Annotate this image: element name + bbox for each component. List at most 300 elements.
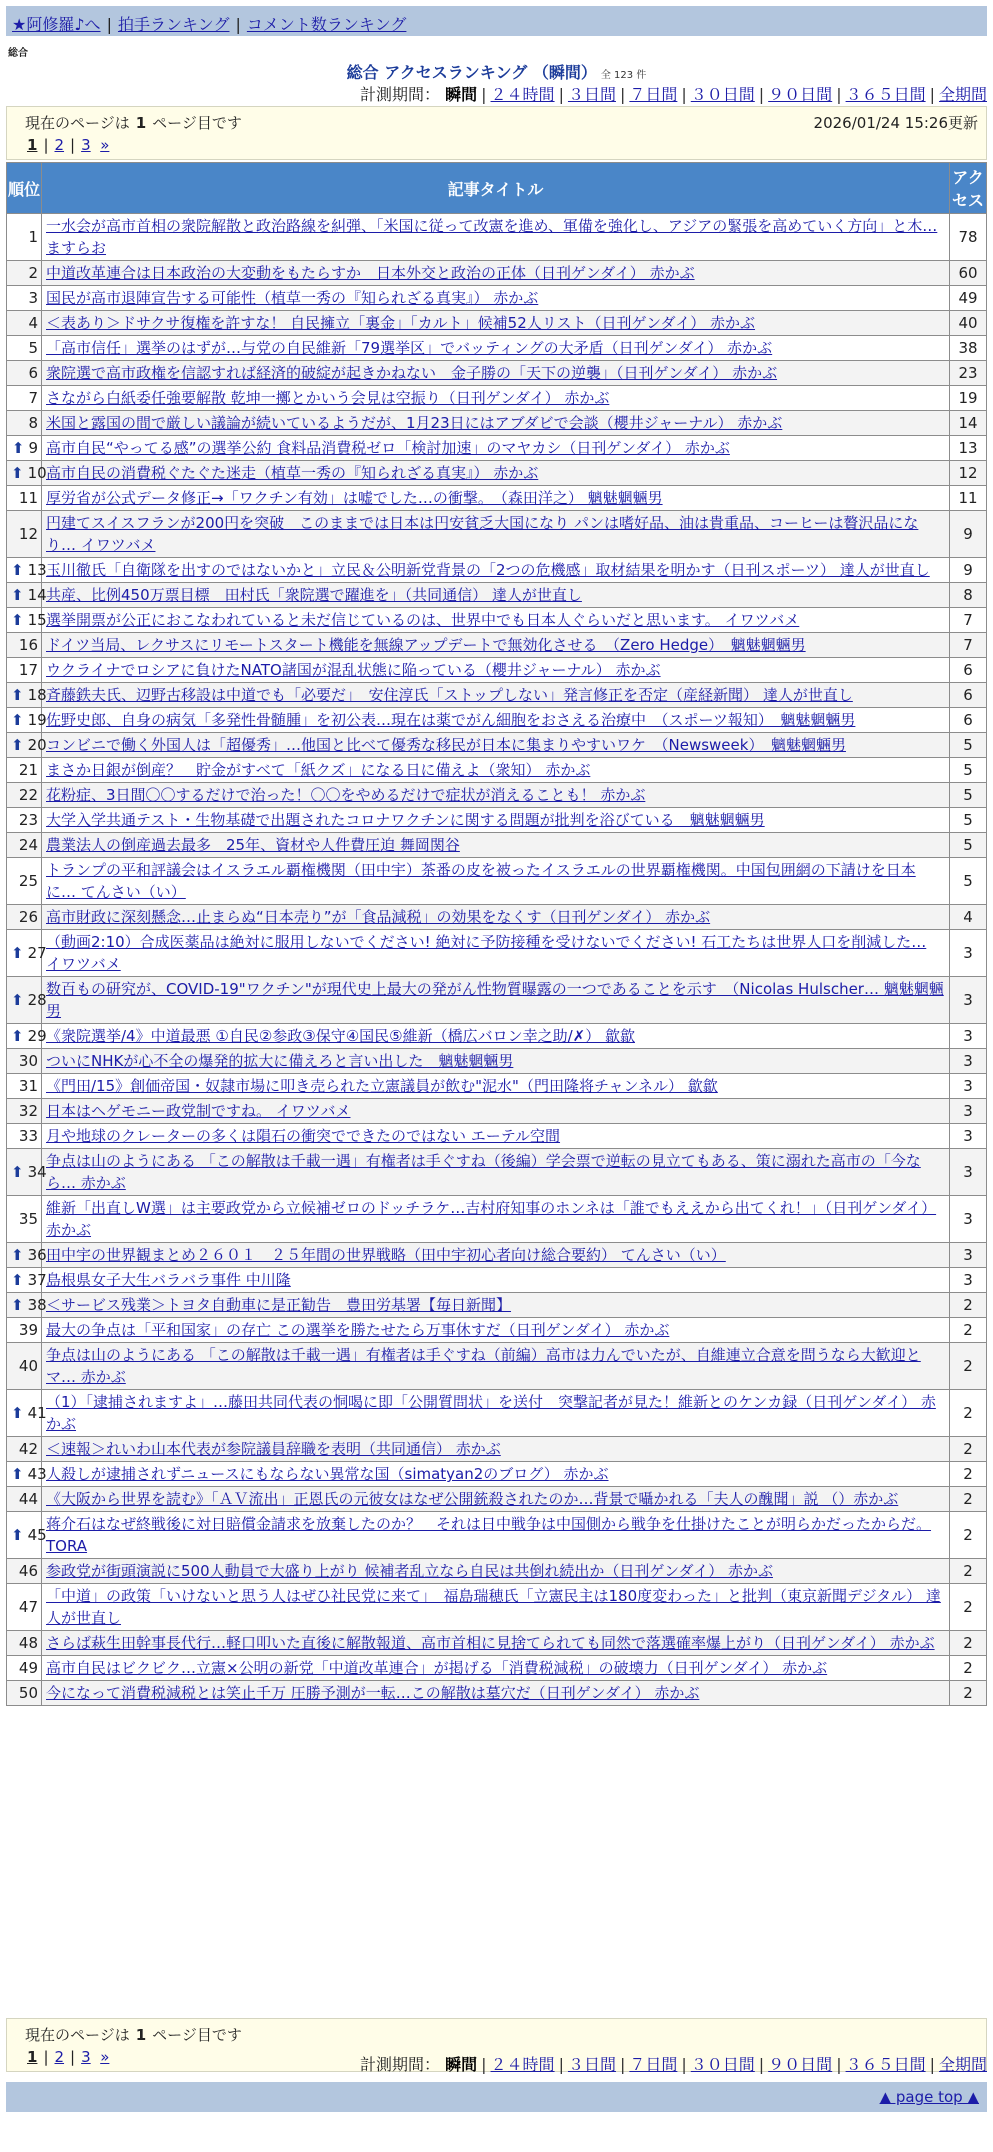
access-count: 2	[950, 1293, 986, 1317]
rank-cell	[7, 858, 41, 904]
title-cell	[42, 733, 949, 757]
access-count: 2	[950, 1512, 986, 1558]
table-row	[7, 311, 986, 335]
rank-cell	[7, 1512, 47, 1558]
table-row	[7, 436, 986, 460]
rank-number: 49	[18, 1659, 38, 1677]
access-count: 5	[950, 783, 986, 807]
rank-number: 27	[27, 944, 47, 962]
current-page-suffix: ページ目です	[152, 114, 242, 132]
access-count: 2	[950, 1487, 986, 1511]
table-row	[7, 1024, 986, 1048]
rank-number: 26	[18, 908, 38, 926]
rank-cell	[7, 905, 41, 929]
rank-number: 31	[18, 1077, 38, 1095]
article-link[interactable]: 月や地球のクレーターの多くは隕石の衝突でできたのではない エーテル空間	[46, 1127, 561, 1145]
rank-number: 50	[18, 1684, 38, 1702]
period-option: 瞬間	[445, 2055, 478, 2074]
home-link[interactable]: ★阿修羅♪へ	[12, 15, 101, 34]
title-cell	[42, 1390, 949, 1436]
article-link[interactable]: ドイツ当局、レクサスにリモートスタート機能を無線アップデートで無効化させる （Zero Hedge） 魑魅魍魎男	[46, 636, 806, 654]
article-link[interactable]: 田中宇の世界観まとめ２６０１ ２５年間の世界戦略（田中宇初心者向け総合要約） てんさい（い）	[46, 1246, 726, 1264]
article-link[interactable]: 《門田/15》創価帝国・奴隷市場に叩き売られた立憲議員が飲む"泥水"（門田隆将チャンネル） 歙歙	[46, 1077, 718, 1095]
rank-up-arrow-icon: ⬆	[11, 1163, 24, 1181]
rank-cell	[7, 1149, 47, 1195]
rank-cell	[7, 608, 47, 632]
article-link[interactable]: 蒋介石はなぜ終戦後に対日賠償金請求を放棄したのか？ それは日中戦争は中国側から戦争を仕掛けたことが明らかだったからだ。 TORA	[46, 1515, 932, 1555]
table-row	[7, 1437, 986, 1461]
article-link[interactable]: さながら白紙委任強要解散 乾坤一擲とかいう会見は空振り（日刊ゲンダイ） 赤かぶ	[46, 389, 610, 407]
rank-cell	[7, 683, 47, 707]
article-link[interactable]: 斉藤鉄夫氏、辺野古移設は中道でも「必要だ」 安住淳氏「ストップしない」発言修正を否定（産経新聞） 達人が世直し	[46, 686, 853, 704]
table-row	[7, 1390, 986, 1436]
nav-separator: |	[235, 15, 241, 34]
table-row	[7, 361, 986, 385]
article-link[interactable]: 争点は山のようにある 「この解散は千載一遇」有権者は手ぐすね（後編）学会票で逆転の見立てもある、策に溺れた高市の「今なら… 赤かぶ	[46, 1152, 921, 1192]
rank-cell	[7, 486, 41, 510]
clap-ranking-link[interactable]: 拍手ランキング	[117, 15, 230, 34]
access-count: 3	[950, 1149, 986, 1195]
rank-column-header: 順位	[7, 163, 41, 213]
table-row	[7, 1584, 986, 1630]
rank-up-arrow-icon: ⬆	[11, 1246, 24, 1264]
access-column-header: アクセス	[950, 163, 986, 213]
rank-cell	[7, 977, 47, 1023]
access-count: 13	[950, 436, 986, 460]
rank-number: 43	[27, 1465, 47, 1483]
rank-cell	[7, 1437, 41, 1461]
table-header-row	[7, 163, 986, 213]
page-links	[27, 2048, 109, 2066]
access-count: 3	[950, 1099, 986, 1123]
article-link[interactable]: 争点は山のようにある 「この解散は千載一遇」有権者は手ぐすね（前編）高市は力んでいたが、自維連立合意を問うなら大歓迎とマ… 赤かぶ	[46, 1346, 921, 1386]
period-option[interactable]: 全期間	[938, 85, 987, 104]
title-cell	[42, 411, 949, 435]
title-cell	[42, 1512, 949, 1558]
article-link[interactable]: ウクライナでロシアに負けたNATO諸国が混乱状態に陥っている（櫻井ジャーナル） 赤かぶ	[46, 661, 661, 679]
period-option[interactable]: ９０日間	[768, 2055, 833, 2074]
access-count: 14	[950, 411, 986, 435]
period-separator: |	[836, 2055, 842, 2074]
title-cell	[42, 1149, 949, 1195]
article-link[interactable]: 「高市信任」選挙のはずが…与党の自民維新「79選挙区」でバッティングの大矛盾（日刊ゲンダイ） 赤かぶ	[46, 339, 773, 357]
access-count: 3	[950, 1049, 986, 1073]
article-link[interactable]: さらば萩生田幹事長代行…軽口叩いた直後に解散報道、高市首相に見捨てられても同然で落選確率爆上がり（日刊ゲンダイ） 赤かぶ	[46, 1634, 935, 1652]
access-count: 2	[950, 1681, 986, 1705]
period-option[interactable]: ３０日間	[690, 2055, 755, 2074]
rank-number: 38	[27, 1296, 47, 1314]
article-link[interactable]: 今になって消費税減税とは笑止千万 圧勝予測が一転…この解散は墓穴だ（日刊ゲンダイ） 赤かぶ	[46, 1684, 700, 1702]
rank-number: 46	[18, 1562, 38, 1580]
table-row	[7, 386, 986, 410]
rank-number: 9	[28, 439, 38, 457]
rank-cell	[7, 411, 41, 435]
rank-cell	[7, 286, 41, 310]
title-cell	[42, 1487, 949, 1511]
rank-cell	[7, 808, 41, 832]
article-link[interactable]: 円建てスイスフランが200円を突破 このままでは日本は円安貧乏大国になり パンは嗜好品、油は貴重品、コーヒーは贅沢品になり… イワツバメ	[46, 514, 919, 554]
article-link[interactable]: 共産、比例450万票目標 田村氏「衆院選で躍進を」（共同通信） 達人が世直し	[46, 586, 582, 604]
rank-cell	[7, 214, 41, 260]
table-row	[7, 1196, 986, 1242]
current-page-text	[25, 112, 242, 133]
period-separator: |	[836, 85, 842, 104]
access-count: 12	[950, 461, 986, 485]
table-row	[7, 708, 986, 732]
rank-number: 17	[18, 661, 38, 679]
article-link[interactable]: 高市自民はビクビク…立憲×公明の新党「中道改革連合」が掲げる「消費税減税」の破壊力（日刊ゲンダイ） 赤かぶ	[46, 1659, 828, 1677]
title-cell	[42, 1584, 949, 1630]
rank-cell	[7, 311, 41, 335]
rank-number: 11	[18, 489, 38, 507]
current-page-prefix: 現在のページは	[25, 114, 130, 132]
access-count: 2	[950, 1437, 986, 1461]
rank-number: 3	[28, 289, 38, 307]
title-cell	[42, 486, 949, 510]
period-option[interactable]: ２４時間	[490, 85, 555, 104]
rank-cell	[7, 1243, 47, 1267]
article-link[interactable]: 衆院選で高市政権を信認すれば経済的破綻が起きかねない 金子勝の「天下の逆襲」（日刊ゲンダイ） 赤かぶ	[46, 364, 778, 382]
title-cell	[42, 905, 949, 929]
category-label: 総合	[8, 48, 28, 59]
article-link[interactable]: 高市自民の消費税ぐたぐた迷走（植草一秀の『知られざる真実』） 赤かぶ	[46, 464, 539, 482]
article-link[interactable]: ＜サービス残業＞トヨタ自動車に是正勧告 豊田労基署【毎日新聞】	[46, 1296, 512, 1314]
table-row	[7, 683, 986, 707]
article-link[interactable]: 米国と露国の間で厳しい議論が続いているようだが、1月23日にはアブダビで会談（櫻井ジャーナル） 赤かぶ	[46, 414, 783, 432]
article-link[interactable]: 中道改革連合は日本政治の大変動をもたらすか 日本外交と政治の正体（日刊ゲンダイ） 赤かぶ	[46, 264, 695, 282]
article-link[interactable]: ついにNHKが心不全の爆発的拡大に備えろと言い出した 魑魅魍魎男	[46, 1052, 514, 1070]
article-link[interactable]: 佐野史郎、自身の病気「多発性骨髄腫」を初公表…現在は薬でがん細胞をおさえる治療中 （スポーツ報知） 魑魅魍魎男	[46, 711, 856, 729]
period-separator: |	[758, 85, 765, 104]
table-row	[7, 905, 986, 929]
article-link[interactable]: コンビニで働く外国人は「超優秀」…他国と比べて優秀な移民が日本に集まりやすいワケ （Newsweek） 魑魅魍魎男	[46, 736, 846, 754]
rank-up-arrow-icon: ⬆	[11, 1296, 24, 1314]
top-nav-bar	[6, 6, 987, 36]
current-page-prefix: 現在のページは	[25, 2026, 130, 2044]
rank-cell	[7, 1099, 41, 1123]
table-row	[7, 583, 986, 607]
table-row	[7, 1656, 986, 1680]
period-separator: |	[481, 2055, 487, 2074]
table-row	[7, 1318, 986, 1342]
period-separator: |	[929, 85, 935, 104]
next-page-link[interactable]: »	[100, 2048, 110, 2066]
article-link[interactable]: 「中道」の政策「いけないと思う人はぜひ社民党に来て」 福島瑞穂氏「立憲民主は180度変わった」と批判（東京新聞デジタル） 達人が世直し	[46, 1587, 941, 1627]
access-count: 4	[950, 905, 986, 929]
title-cell	[42, 583, 949, 607]
title-cell	[42, 1343, 949, 1389]
rank-number: 29	[27, 1027, 47, 1045]
rank-number: 20	[27, 736, 47, 754]
access-count: 6	[950, 683, 986, 707]
period-separator: |	[558, 2055, 564, 2074]
article-link[interactable]: 数百もの研究が、COVID-19"ワクチン"が現代史上最大の発がん性物質曝露の一つであることを示す （Nicolas Hulscher… 魑魅魍魎男	[46, 980, 944, 1020]
rank-up-arrow-icon: ⬆	[11, 1526, 24, 1544]
article-link[interactable]: （1）「逮捕されますよ」…藤田共同代表の恫喝に即「公開質問状」を送付 突撃記者が見た！維新とのケンカ録（日刊ゲンダイ） 赤かぶ	[46, 1393, 936, 1433]
period-selector-bottom	[360, 2052, 987, 2075]
access-count: 19	[950, 386, 986, 410]
title-cell	[42, 461, 949, 485]
article-link[interactable]: 玉川徹氏「自衛隊を出すのではないかと」立民＆公明新党背景の「2つの危機感」取材結果を明かす（日刊スポーツ） 達人が世直し	[46, 561, 930, 579]
rank-cell	[7, 436, 41, 460]
period-option[interactable]: 全期間	[938, 2055, 987, 2074]
rank-up-arrow-icon: ⬆	[11, 686, 24, 704]
title-cell	[42, 858, 949, 904]
table-row	[7, 1343, 986, 1389]
rank-cell	[7, 633, 41, 657]
period-separator: |	[481, 85, 487, 104]
table-row	[7, 1074, 986, 1098]
article-link[interactable]: トランプの平和評議会はイスラエル覇権機関（田中宇）茶番の皮を被ったイスラエルの世界覇権機関。中国包囲網の下請けを日本に… てんさい（い）	[46, 861, 916, 901]
title-cell	[42, 386, 949, 410]
rank-up-arrow-icon: ⬆	[11, 736, 24, 754]
page-title-text: 総合 アクセスランキング （瞬間）	[346, 63, 597, 82]
period-option[interactable]: ７日間	[629, 2055, 678, 2074]
article-link[interactable]: 参政党が街頭演説に500人動員で大盛り上がり 候補者乱立なら自民は共倒れ続出か（日刊ゲンダイ） 赤かぶ	[46, 1562, 773, 1580]
nav-separator: |	[106, 15, 112, 34]
access-count: 5	[950, 733, 986, 757]
article-link[interactable]: 高市自民“やってる感”の選挙公約 食料品消費税ゼロ「検討加速」のマヤカシ（日刊ゲンダイ） 赤かぶ	[46, 439, 730, 457]
access-count: 5	[950, 808, 986, 832]
article-link[interactable]: 一水会が高市首相の衆院解散と政治路線を糾弾、「米国に従って改憲を進め、軍備を強化し、アジアの緊張を高めていく方向」と木… ますらお	[46, 217, 938, 257]
access-count: 5	[950, 858, 986, 904]
access-count: 3	[950, 1268, 986, 1292]
title-cell	[42, 783, 949, 807]
period-separator: |	[758, 2055, 765, 2074]
page-link[interactable]: 3	[81, 136, 91, 154]
article-link[interactable]: 国民が高市退陣宣告する可能性（植草一秀の『知られざる真実』） 赤かぶ	[46, 289, 539, 307]
rank-number: 16	[18, 636, 38, 654]
period-separator: |	[619, 2055, 626, 2074]
title-cell	[42, 1656, 949, 1680]
pager-top	[6, 106, 987, 160]
access-count: 40	[950, 311, 986, 335]
total-count: 全 123 件	[600, 70, 647, 81]
article-link[interactable]: 農業法人の倒産過去最多 25年、資材や人件費圧迫 舞岡関谷	[46, 836, 460, 854]
rank-number: 10	[27, 464, 47, 482]
article-link[interactable]: 選挙開票が公正におこなわれていると未だ信じているのは、世界中でも日本人ぐらいだと思います。 イワツバメ	[46, 611, 800, 629]
rank-cell	[7, 1631, 41, 1655]
rank-number: 23	[18, 811, 38, 829]
title-cell	[42, 311, 949, 335]
access-count: 11	[950, 486, 986, 510]
title-cell	[42, 558, 949, 582]
article-link[interactable]: ＜表あり＞ドサクサ復権を許すな！ 自民擁立「裏金」「カルト」候補52人リスト（日刊ゲンダイ） 赤かぶ	[46, 314, 756, 332]
title-cell	[42, 1437, 949, 1461]
article-link[interactable]: 日本はヘゲモニー政党制ですね。 イワツバメ	[46, 1102, 351, 1120]
rank-number: 28	[27, 991, 47, 1009]
rank-cell	[7, 1024, 47, 1048]
rank-cell	[7, 1124, 41, 1148]
rank-number: 25	[18, 872, 38, 890]
rank-number: 35	[18, 1210, 38, 1228]
next-page-link[interactable]: »	[100, 136, 110, 154]
page-top-link[interactable]: ▲ page top ▲	[879, 2088, 979, 2106]
rank-number: 2	[28, 264, 38, 282]
table-row	[7, 558, 986, 582]
rank-number: 45	[27, 1526, 47, 1544]
article-link[interactable]: 人殺しが逮捕されずニュースにもならない異常な国（simatyan2のブログ） 赤かぶ	[46, 1465, 609, 1483]
period-option[interactable]: ３６５日間	[845, 85, 926, 104]
article-link[interactable]: 島根県女子大生バラバラ事件 中川隆	[46, 1271, 291, 1289]
rank-cell	[7, 783, 41, 807]
table-row	[7, 1124, 986, 1148]
rank-number: 36	[27, 1246, 47, 1264]
title-cell	[42, 511, 949, 557]
rank-cell	[7, 1462, 47, 1486]
access-count: 2	[950, 1631, 986, 1655]
rank-cell	[7, 1559, 41, 1583]
title-cell	[42, 214, 949, 260]
article-link[interactable]: （動画2:10）合成医薬品は絶対に服用しないでください! 絶対に予防接種を受けないでください! 石工たちは世界人口を削減した… イワツバメ	[46, 933, 927, 973]
period-option[interactable]: ３０日間	[690, 85, 755, 104]
rank-cell	[7, 511, 41, 557]
rank-cell	[7, 558, 47, 582]
title-cell	[42, 633, 949, 657]
rank-number: 24	[18, 836, 38, 854]
title-column-header: 記事タイトル	[42, 163, 949, 213]
current-page-text	[25, 2024, 242, 2045]
period-option[interactable]: ９０日間	[768, 85, 833, 104]
title-cell	[42, 758, 949, 782]
page-link[interactable]: 2	[54, 2048, 65, 2066]
rank-cell	[7, 708, 47, 732]
page-link[interactable]: 2	[54, 136, 65, 154]
rank-number: 33	[18, 1127, 38, 1145]
title-cell	[42, 977, 949, 1023]
article-link[interactable]: 高市財政に深刻懸念…止まらぬ“日本売り”が「食品減税」の効果をなくす（日刊ゲンダイ） 赤かぶ	[46, 908, 711, 926]
rank-number: 47	[18, 1598, 38, 1616]
period-label: 計測期間：	[360, 85, 441, 104]
period-separator: |	[929, 2055, 935, 2074]
table-row	[7, 1512, 986, 1558]
article-link[interactable]: まさか日銀が倒産？ 貯金がすべて「紙クズ」になる日に備えよ（衆知） 赤かぶ	[46, 761, 591, 779]
period-option[interactable]: ３６５日間	[845, 2055, 926, 2074]
rank-number: 4	[28, 314, 38, 332]
rank-up-arrow-icon: ⬆	[11, 991, 24, 1009]
article-link[interactable]: 《衆院選挙/4》中道最悪 ①自民②参政③保守④国民⑤維新（橋広バロン幸之助/✗） 歙歙	[46, 1027, 635, 1045]
access-count: 7	[950, 608, 986, 632]
article-link[interactable]: 大学入学共通テスト・生物基礎で出題されたコロナワクチンに関する問題が批判を浴びている 魑魅魍魎男	[46, 811, 765, 829]
title-cell	[42, 1293, 949, 1317]
title-cell	[42, 286, 949, 310]
access-count: 23	[950, 361, 986, 385]
rank-up-arrow-icon: ⬆	[11, 711, 24, 729]
rank-up-arrow-icon: ⬆	[11, 944, 24, 962]
rank-up-arrow-icon: ⬆	[11, 464, 24, 482]
period-selector-top	[360, 82, 987, 105]
rank-cell	[7, 833, 41, 857]
table-row	[7, 977, 986, 1023]
rank-number: 44	[18, 1490, 38, 1508]
access-count: 6	[950, 658, 986, 682]
rank-cell	[7, 1318, 41, 1342]
rank-cell	[7, 1343, 41, 1389]
title-cell	[42, 658, 949, 682]
table-row	[7, 1293, 986, 1317]
title-cell	[42, 436, 949, 460]
table-row	[7, 633, 986, 657]
comment-ranking-link[interactable]: コメント数ランキング	[246, 15, 407, 34]
access-count: 2	[950, 1390, 986, 1436]
current-page-suffix: ページ目です	[152, 2026, 242, 2044]
access-count: 3	[950, 1074, 986, 1098]
rank-cell	[7, 733, 47, 757]
rank-number: 5	[28, 339, 38, 357]
table-row	[7, 286, 986, 310]
bottom-bar	[6, 2082, 987, 2112]
rank-cell	[7, 1268, 47, 1292]
rank-up-arrow-icon: ⬆	[11, 1465, 24, 1483]
period-option[interactable]: ３日間	[567, 2055, 616, 2074]
rank-up-arrow-icon: ⬆	[11, 439, 25, 457]
title-cell	[42, 1631, 949, 1655]
article-link[interactable]: 最大の争点は「平和国家」の存亡 この選挙を勝たせたら万事休すだ（日刊ゲンダイ） 赤かぶ	[46, 1321, 670, 1339]
rank-cell	[7, 1196, 41, 1242]
title-cell	[42, 1196, 949, 1242]
article-link[interactable]: 厚労省が公式データ修正→「ワクチン有効」は嘘でした…の衝撃。 （森田洋之） 魑魅魍魎男	[46, 489, 663, 507]
access-count: 9	[950, 558, 986, 582]
period-label: 計測期間：	[360, 2055, 441, 2074]
rank-cell	[7, 261, 41, 285]
rank-number: 15	[27, 611, 47, 629]
table-row	[7, 1462, 986, 1486]
title-cell	[42, 1243, 949, 1267]
period-separator: |	[681, 2055, 687, 2074]
table-row	[7, 1681, 986, 1705]
period-option: 瞬間	[445, 85, 478, 104]
access-count: 2	[950, 1584, 986, 1630]
table-row	[7, 608, 986, 632]
article-link[interactable]: 維新「出直しW選」は主要政党から立候補ゼロのドッチラケ…吉村府知事のホンネは「誰でもええから出てくれ！」（日刊ゲンダイ） 赤かぶ	[46, 1199, 937, 1239]
rank-number: 21	[18, 761, 38, 779]
page-link-current: 1	[27, 136, 38, 154]
access-count: 5	[950, 758, 986, 782]
rank-number: 22	[18, 786, 38, 804]
rank-cell	[7, 336, 41, 360]
rank-up-arrow-icon: ⬆	[11, 611, 24, 629]
table-row	[7, 511, 986, 557]
rank-number: 48	[18, 1634, 38, 1652]
rank-number: 41	[27, 1404, 47, 1422]
rank-number: 34	[27, 1163, 47, 1181]
title-cell	[42, 1559, 949, 1583]
rank-cell	[7, 930, 47, 976]
article-link[interactable]: ＜速報＞れいわ山本代表が参院議員辞職を表明（共同通信） 赤かぶ	[46, 1440, 501, 1458]
title-cell	[42, 336, 949, 360]
article-link[interactable]: 花粉症、3日間〇〇するだけで治った！〇〇をやめるだけで症状が消えることも！ 赤かぶ	[46, 786, 646, 804]
table-row	[7, 783, 986, 807]
current-page-number: 1	[135, 2026, 147, 2044]
rank-up-arrow-icon: ⬆	[11, 1027, 24, 1045]
rank-number: 18	[27, 686, 47, 704]
title-cell	[42, 1099, 949, 1123]
period-option[interactable]: ２４時間	[490, 2055, 555, 2074]
access-count: 5	[950, 833, 986, 857]
period-option[interactable]: ３日間	[567, 85, 616, 104]
page-separator: |	[70, 2048, 76, 2066]
table-row	[7, 1099, 986, 1123]
access-count: 6	[950, 708, 986, 732]
access-count: 78	[950, 214, 986, 260]
period-separator: |	[619, 85, 626, 104]
rank-up-arrow-icon: ⬆	[11, 586, 24, 604]
rank-number: 37	[27, 1271, 47, 1289]
article-link[interactable]: 《大阪から世界を読む》「ＡＶ流出」正恩氏の元彼女はなぜ公開銃殺されたのか…背景で囁かれる「夫人の醜聞」説 （）赤かぶ	[46, 1490, 899, 1508]
period-option[interactable]: ７日間	[629, 85, 678, 104]
page-link[interactable]: 3	[81, 2048, 91, 2066]
table-row	[7, 808, 986, 832]
